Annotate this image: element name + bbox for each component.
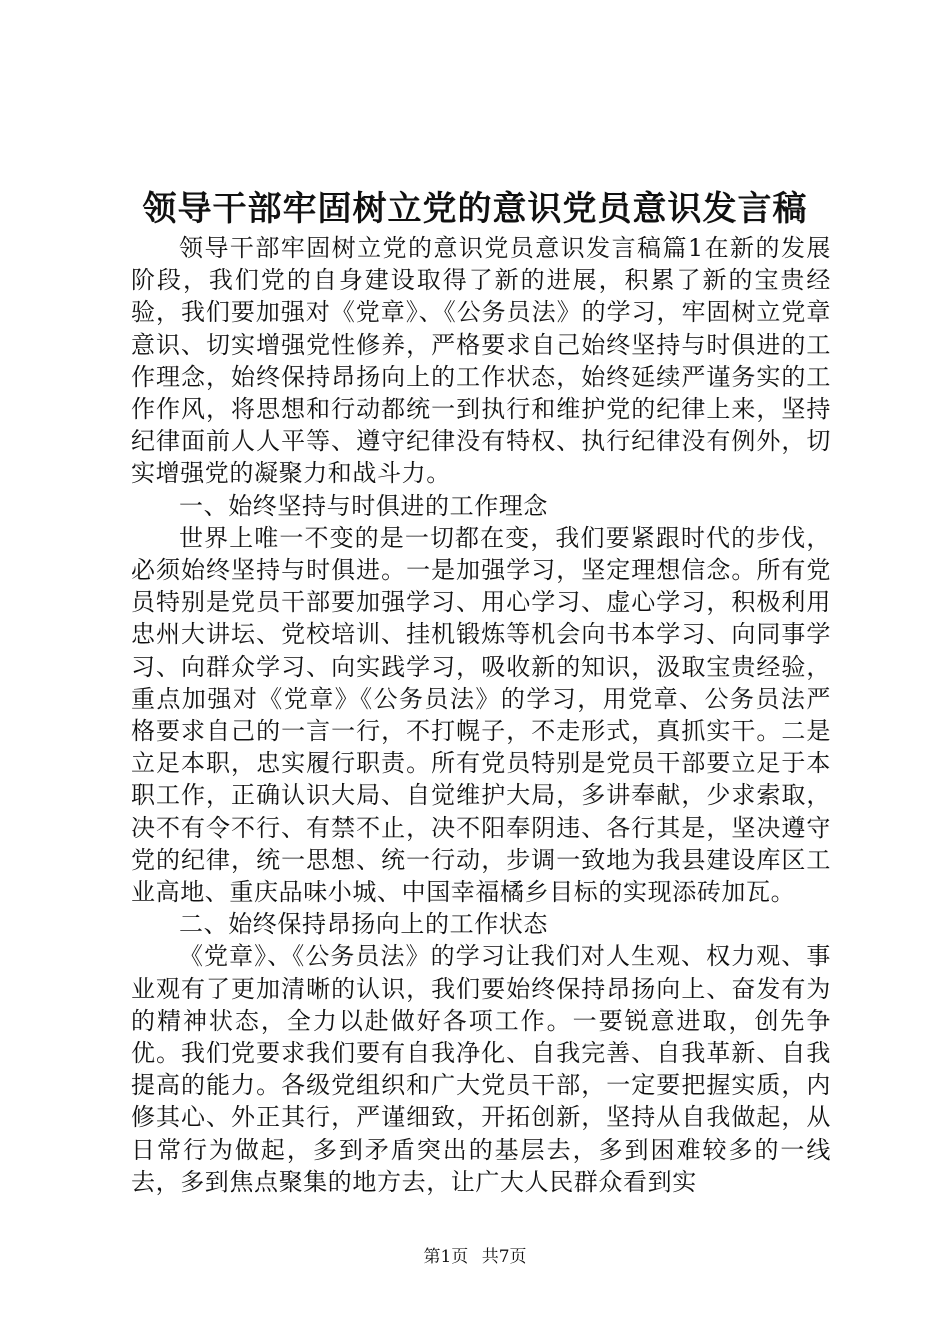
page-total: 共7页 — [481, 1247, 527, 1267]
paragraph-section-1: 世界上唯一不变的是一切都在变，我们要紧跟时代的步伐，必须始终坚持与时俱进。一是加强学习，坚定理想信念。所有党员特别是党员干部要加强学习、用心学习、虚心学习，积极利用忠州大讲坛、党校培训、挂机锻炼等机会向书本学习、向同事学习、向群众学习、向实践学习，吸收新的知识，汲取宝贵经验，重点加强对《党章》《公务员法》的学习，用党章、公务员法严格要求自己的一言一行，不打幌子，不走形式，真抓实干。二是立足本职，忠实履行职责。所有党员特别是党员干部要立足于本职工作，正确认识大局、自觉维护大局，多讲奉献，少求索取，决不有令不行、有禁不止，决不阳奉阴违、各行其是，坚决遵守党的纪律，统一思想、统一行动，步调一致地为我县建设库区工业高地、重庆品味小城、中国幸福橘乡目标的实现添砖加瓦。 — [131, 523, 831, 907]
paragraph-section-2: 《党章》、《公务员法》的学习让我们对人生观、权力观、事业观有了更加清晰的认识，我们要始终保持昂扬向上、奋发有为的精神状态，全力以赴做好各项工作。一要锐意进取，创先争优。我们党要求我们要有自我净化、自我完善、自我革新、自我提高的能力。各级党组织和广大党员干部，一定要把握实质，内修其心、外正其行，严谨细致，开拓创新，坚持从自我做起，从日常行为做起，多到矛盾突出的基层去，多到困难较多的一线去，多到焦点聚集的地方去，让广大人民群众看到实 — [131, 942, 831, 1196]
page-footer — [0, 1246, 950, 1268]
page-number: 第1页 — [423, 1247, 469, 1267]
section-heading-2: 二、始终保持昂扬向上的工作状态 — [179, 910, 548, 939]
document-body — [131, 232, 831, 1198]
section-heading-1: 一、始终坚持与时俱进的工作理念 — [179, 491, 548, 520]
paragraph-intro: 领导干部牢固树立党的意识党员意识发言稿篇1在新的发展阶段，我们党的自身建设取得了新的进展，积累了新的宝贵经验，我们要加强对《党章》、《公务员法》的学习，牢固树立党章意识、切实增强党性修养，严格要求自己始终坚持与时俱进的工作理念，始终保持昂扬向上的工作状态，始终延续严谨务实的工作作风，将思想和行动都统一到执行和维护党的纪律上来，坚持纪律面前人人平等、遵守纪律没有特权、执行纪律没有例外，切实增强党的凝聚力和战斗力。 — [131, 234, 831, 488]
document-title: 领导干部牢固树立党的意识党员意识发言稿 — [142, 189, 808, 229]
